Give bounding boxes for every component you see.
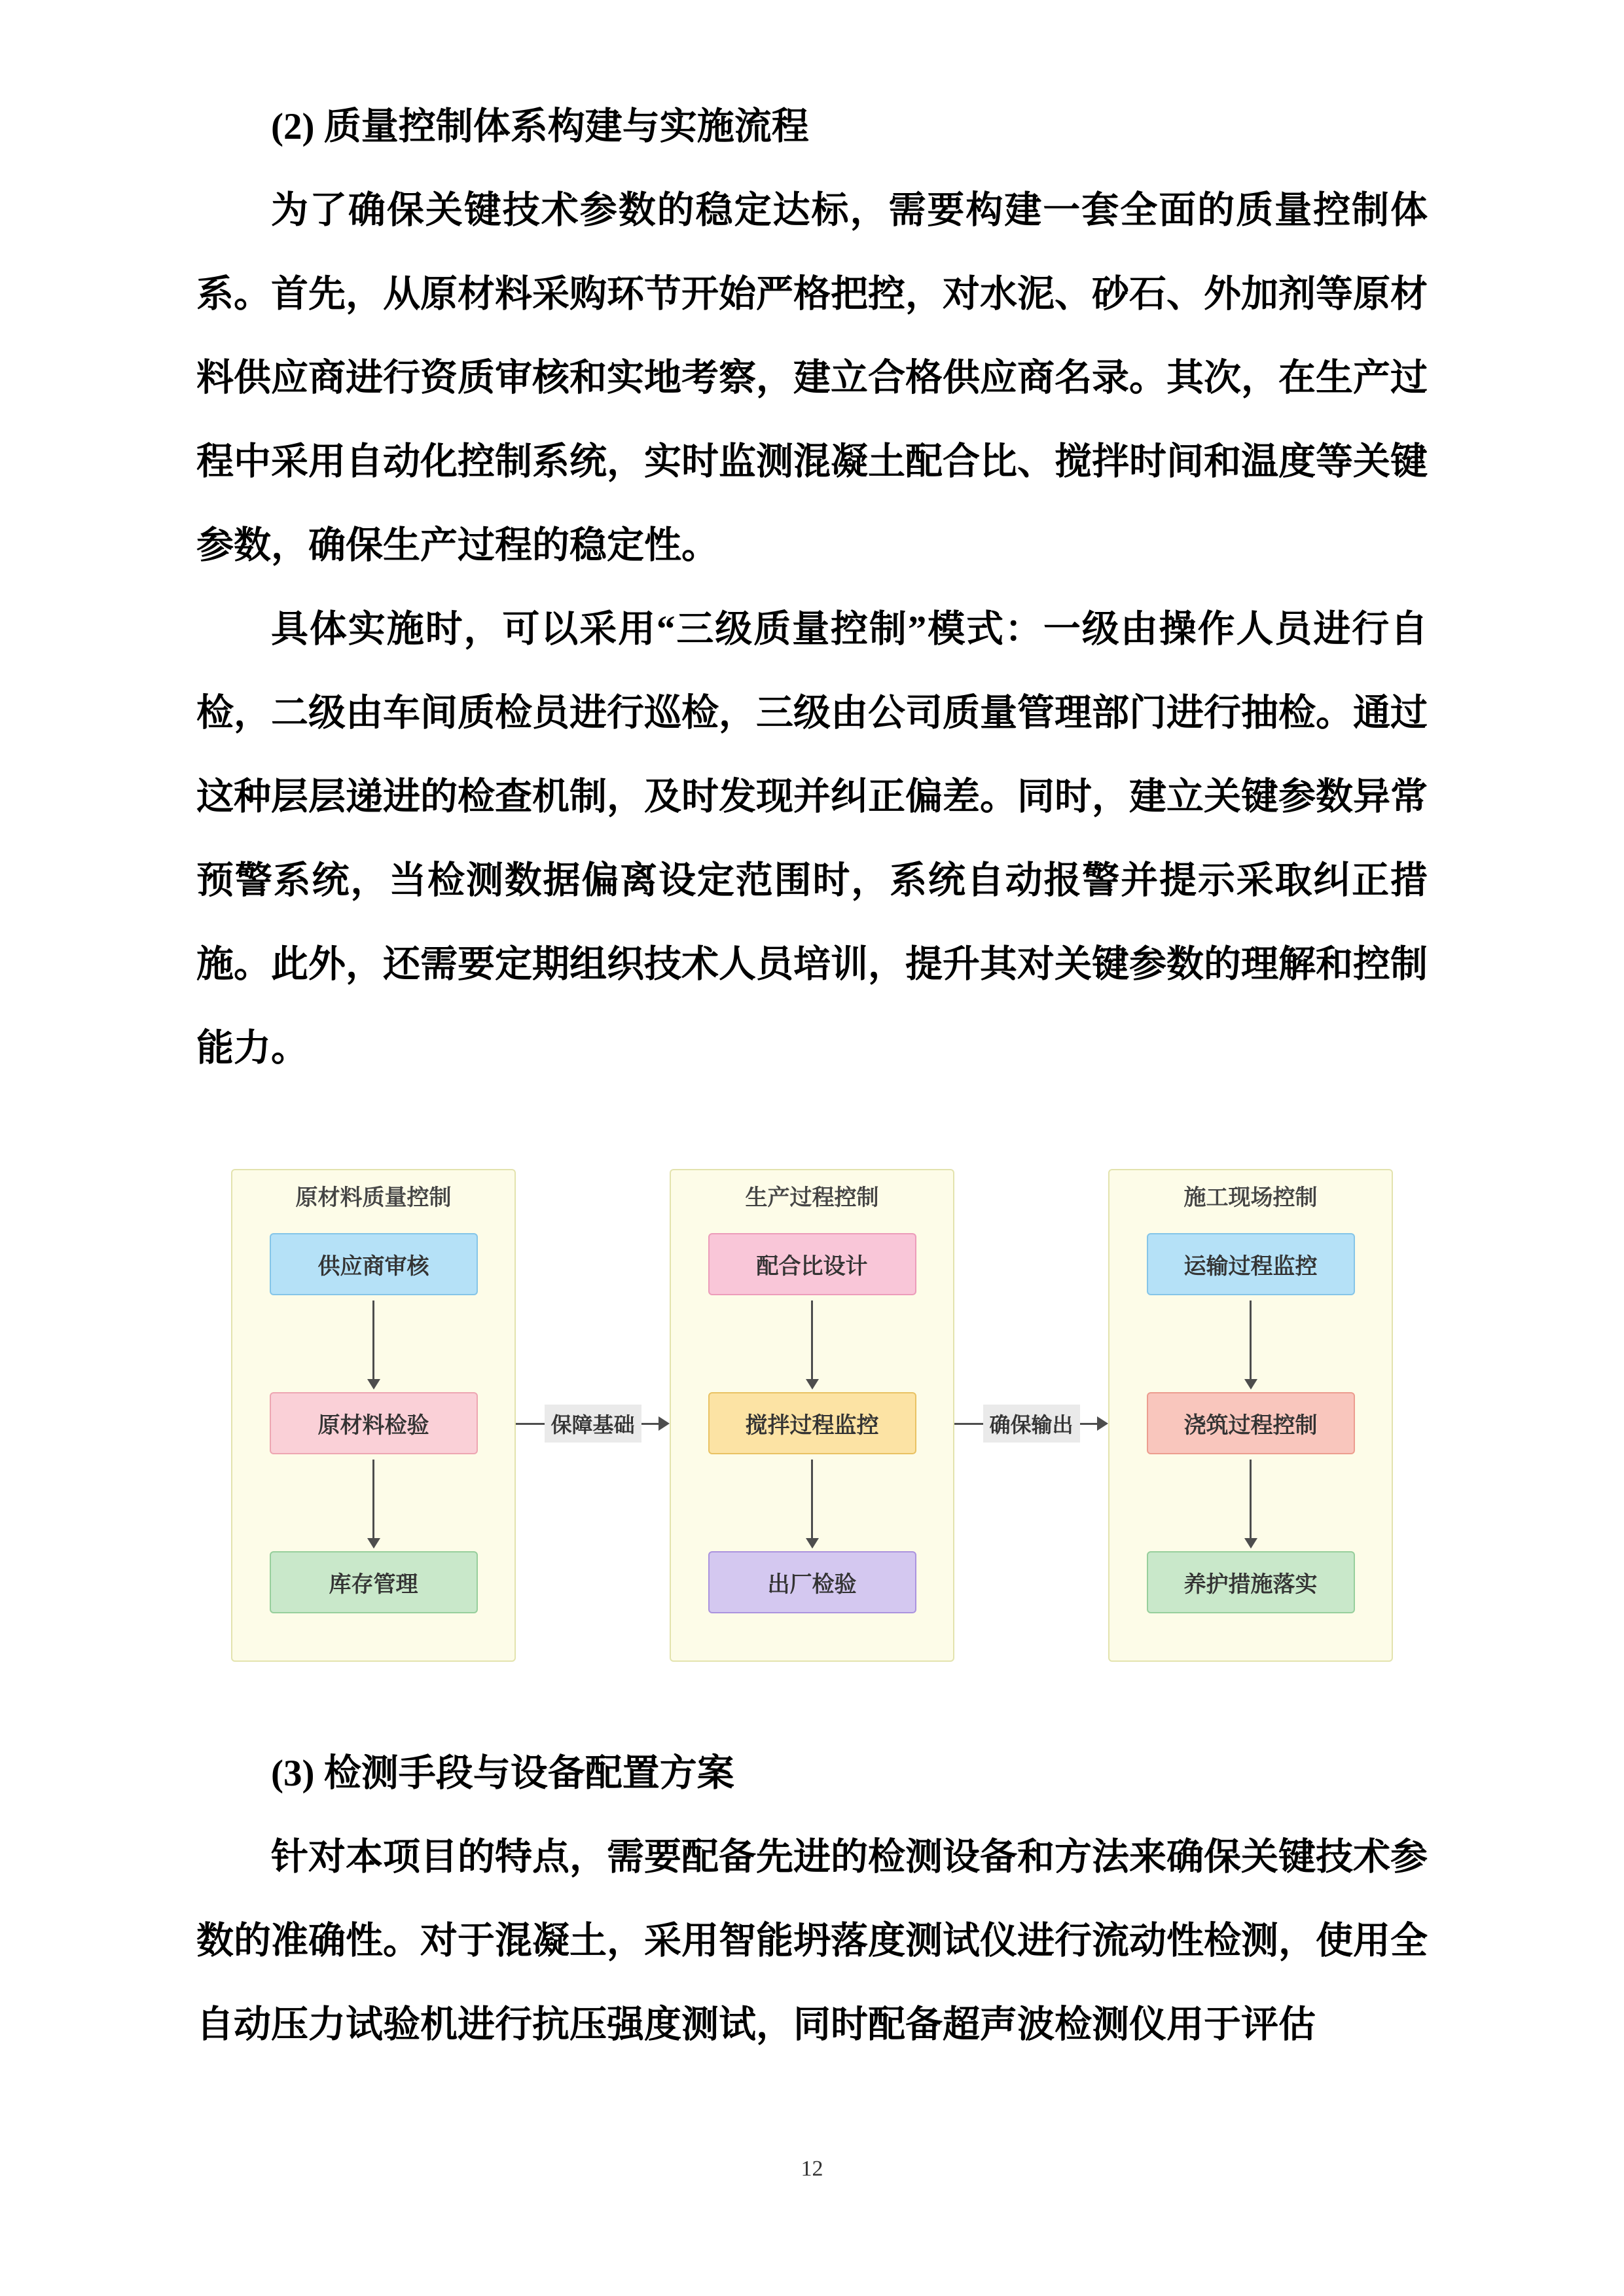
down-arrow-icon xyxy=(372,1460,374,1546)
section-heading-3: (3) 检测手段与设备配置方案 xyxy=(271,1753,734,1794)
down-arrow-icon xyxy=(1250,1460,1252,1546)
flow-node: 供应商审核 xyxy=(270,1233,478,1295)
flow-node: 养护措施落实 xyxy=(1147,1551,1355,1613)
flow-group-construction-site xyxy=(1108,1169,1393,1662)
right-arrowhead-icon xyxy=(1097,1416,1108,1431)
down-arrow-icon xyxy=(372,1300,374,1387)
flow-node: 原材料检验 xyxy=(270,1392,478,1454)
paragraph-three-level-control: 具体实施时，可以采用“三级质量控制”模式：一级由操作人员进行自检，二级由车间质检员进行巡检，三级由公司质量管理部门进行抽检。通过这种层层递进的检查机制，及时发现并纠正偏差。同时，建立关键参数异常预警系统，当检测数据偏离设定范围时，系统自动报警并提示采取纠正措施。此外，还需要定期组织技术人员培训，提升其对关键参数的理解和控制能力。 xyxy=(196,609,1428,1069)
flow-group-title: 原材料质量控制 xyxy=(295,1185,452,1210)
flow-connector-2 xyxy=(954,1169,1108,1666)
quality-control-flowchart xyxy=(196,1169,1428,1666)
connector-label: 确保输出 xyxy=(983,1405,1079,1443)
flow-group-raw-material xyxy=(231,1169,516,1662)
flow-node: 配合比设计 xyxy=(708,1233,916,1295)
flow-group-title: 施工现场控制 xyxy=(1183,1185,1318,1210)
paragraph-quality-system: 为了确保关键技术参数的稳定达标，需要构建一套全面的质量控制体系。首先，从原材料采购环节开始严格把控，对水泥、砂石、外加剂等原材料供应商进行资质审核和实地考察，建立合格供应商名录。其次，在生产过程中采用自动化控制系统，实时监测混凝土配合比、搅拌时间和温度等关键参数，确保生产过程的稳定性。 xyxy=(196,190,1428,566)
down-arrow-icon xyxy=(811,1300,813,1387)
flow-group-production xyxy=(670,1169,954,1662)
flow-node: 运输过程监控 xyxy=(1147,1233,1355,1295)
flow-group-title: 生产过程控制 xyxy=(745,1185,879,1210)
flow-node: 库存管理 xyxy=(270,1551,478,1613)
section-heading-2: (2) 质量控制体系构建与实施流程 xyxy=(271,106,809,147)
flow-node: 浇筑过程控制 xyxy=(1147,1392,1355,1454)
flow-connector-1 xyxy=(516,1169,670,1666)
flow-node: 搅拌过程监控 xyxy=(708,1392,916,1454)
paragraph-testing-equipment: 针对本项目的特点，需要配备先进的检测设备和方法来确保关键技术参数的准确性。对于混凝土，采用智能坍落度测试仪进行流动性检测，使用全自动压力试验机进行抗压强度测试，同时配备超声波检测仪用于评估 xyxy=(196,1837,1428,2045)
down-arrow-icon xyxy=(811,1460,813,1546)
page-number: 12 xyxy=(801,2157,823,2181)
connector-label: 保障基础 xyxy=(544,1405,641,1443)
flow-node: 出厂检验 xyxy=(708,1551,916,1613)
right-arrowhead-icon xyxy=(659,1416,670,1431)
down-arrow-icon xyxy=(1250,1300,1252,1387)
